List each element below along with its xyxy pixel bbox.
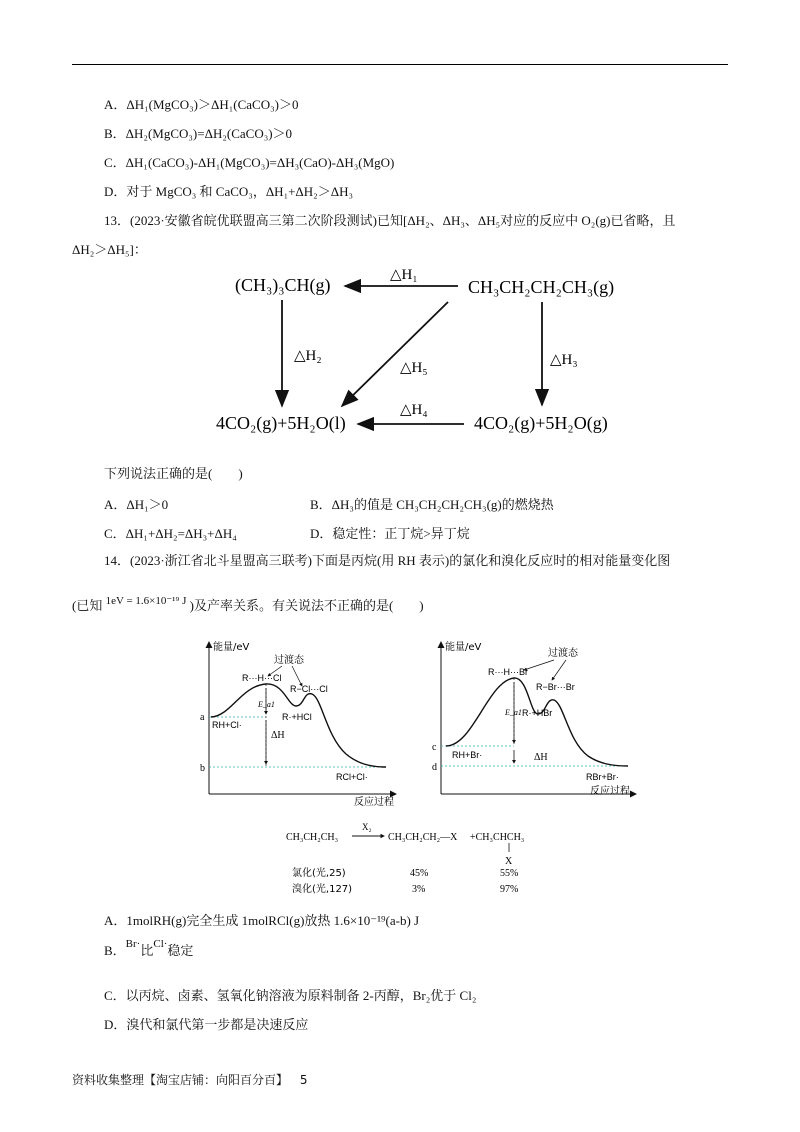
label-dh4: △H₄ xyxy=(400,402,428,418)
left-reactant: RH+Cl· xyxy=(212,720,242,730)
q14-stem-line1: 14．(2023·浙江省北斗星盟高三联考)下面是丙烷(用 RH 表示)的氯化和溴化反应时的相对能量变化图 xyxy=(104,553,671,568)
q13-bottom-left: 4CO₂(g)+5H₂O(l) xyxy=(216,413,346,433)
label-dh3: △H₃ xyxy=(550,352,578,368)
left-product: RCl+Cl· xyxy=(336,772,368,782)
header-rule xyxy=(72,64,728,65)
q13-option-b: B．ΔH₃的值是 CH₃CH₂CH₂CH₃(g)的燃烧热 xyxy=(310,497,554,512)
reaction-product1: CH₃CH₂CH₂—X xyxy=(388,832,458,843)
row1-p2: 55% xyxy=(500,868,519,879)
footer xyxy=(72,1071,307,1088)
right-ts-label: 过渡态 xyxy=(548,648,578,659)
reaction-scheme xyxy=(280,812,580,902)
q13-top-right: CH₃CH₂CH₂CH₃(g) xyxy=(468,277,615,297)
q14-option-a: A．1molRH(g)完全生成 1molRCl(g)放热 1.6×10⁻¹⁹(a-b) J xyxy=(104,913,420,928)
reaction-product2-x: X xyxy=(505,856,513,867)
reaction-reactant: CH₃CH₂CH₃ xyxy=(286,832,339,843)
left-xlabel: 反应过程 xyxy=(354,797,394,806)
left-intermediate: R·+HCl xyxy=(282,712,312,722)
q13-option-a: A．ΔH₁＞0 xyxy=(104,497,169,512)
right-intermediate: R·+HBr xyxy=(522,708,553,718)
left-dh: ΔH xyxy=(271,730,285,741)
q14-b-prefix: B． xyxy=(104,943,126,958)
q13-bottom-right: 4CO₂(g)+5H₂O(g) xyxy=(474,413,608,433)
q14-stem-line2 xyxy=(72,597,424,616)
bromination-energy-chart xyxy=(428,636,648,806)
q14-option-d: D．溴代和氯代第一步都是决速反应 xyxy=(104,1017,309,1032)
q14-option-b xyxy=(104,938,194,961)
level-c: c xyxy=(432,742,437,753)
arrow-dh5 xyxy=(342,302,448,406)
right-reactant: RH+Br· xyxy=(452,750,483,760)
right-ea: E_a1 xyxy=(505,708,522,717)
level-d: d xyxy=(432,762,437,773)
q14-ev-formula: 1eV = 1.6×10⁻¹⁹ J xyxy=(105,595,187,607)
right-ts1: R···H···Br xyxy=(488,667,528,677)
q14-stem-suffix: )及产率关系。有关说法不正确的是( ) xyxy=(189,598,424,613)
chlorination-energy-chart xyxy=(196,636,406,806)
row2-p1: 3% xyxy=(412,884,426,895)
q13-stem-line2: ΔH₂＞ΔH₅]： xyxy=(72,242,147,257)
left-ylabel: 能量/eV xyxy=(213,642,250,653)
q13-option-d: D．稳定性：正丁烷>异丁烷 xyxy=(310,526,470,541)
row1-label: 氯化(光,25) xyxy=(292,868,346,879)
left-ea: E_a1 xyxy=(258,700,275,709)
q14-b-br: Br· xyxy=(125,938,141,950)
reaction-reagent: X₂ xyxy=(362,822,372,832)
left-ts2: R−Cl···Cl xyxy=(290,684,328,694)
right-product: RBr+Br· xyxy=(586,772,619,782)
q14-b-suffix: 稳定 xyxy=(167,943,194,958)
row1-p1: 45% xyxy=(410,868,429,879)
label-dh5: △H₅ xyxy=(400,360,428,376)
right-xlabel: 反应过程 xyxy=(590,786,630,797)
q12-option-a: A．ΔH₁(MgCO₃)＞ΔH₁(CaCO₃)＞0 xyxy=(104,97,299,112)
footer-text: 资料收集整理【淘宝店铺：向阳百分百】 xyxy=(72,1073,289,1087)
left-ts1: R···H···Cl xyxy=(242,673,282,683)
q13-thermo-cycle-diagram xyxy=(200,262,640,442)
q12-option-b: B．ΔH₂(MgCO₃)=ΔH₂(CaCO₃)＞0 xyxy=(104,126,293,141)
q13-prompt: 下列说法正确的是( ) xyxy=(104,466,243,481)
level-b: b xyxy=(200,763,205,774)
q13-option-c: C．ΔH₁+ΔH₂=ΔH₃+ΔH₄ xyxy=(104,526,237,541)
level-a: a xyxy=(200,712,205,723)
row2-label: 溴化(光,127) xyxy=(292,884,353,895)
q12-option-d: D．对于 MgCO₃ 和 CaCO₃，ΔH₁+ΔH₂＞ΔH₃ xyxy=(104,184,353,199)
right-ts2: R−Br···Br xyxy=(536,682,575,692)
right-ylabel: 能量/eV xyxy=(445,642,482,653)
label-dh1: △H₁ xyxy=(390,267,418,283)
q13-top-left: (CH₃)₃CH(g) xyxy=(235,275,331,295)
page-number: 5 xyxy=(299,1073,308,1087)
q12-option-c: C．ΔH₁(CaCO₃)-ΔH₁(MgCO₃)=ΔH₃(CaO)-ΔH₃(MgO) xyxy=(104,155,395,170)
reaction-product2: +CH₃CHCH₃ xyxy=(470,832,525,843)
label-dh2: △H₂ xyxy=(294,348,322,364)
left-ts-label: 过渡态 xyxy=(274,655,304,666)
row2-p2: 97% xyxy=(500,884,519,895)
right-dh: ΔH xyxy=(534,752,548,763)
q14-b-mid: 比 xyxy=(140,943,154,958)
q14-b-cl: Cl· xyxy=(153,938,168,950)
q13-stem-line1: 13．(2023·安徽省皖优联盟高三第二次阶段测试)已知[ΔH₂、ΔH₃、ΔH₅对应的反应中 O₂(g)已省略，且 xyxy=(104,213,676,228)
q14-option-c: C．以丙烷、卤素、氢氧化钠溶液为原料制备 2-丙醇，Br₂优于 Cl₂ xyxy=(104,988,477,1003)
q14-stem-prefix: (已知 xyxy=(72,598,103,613)
